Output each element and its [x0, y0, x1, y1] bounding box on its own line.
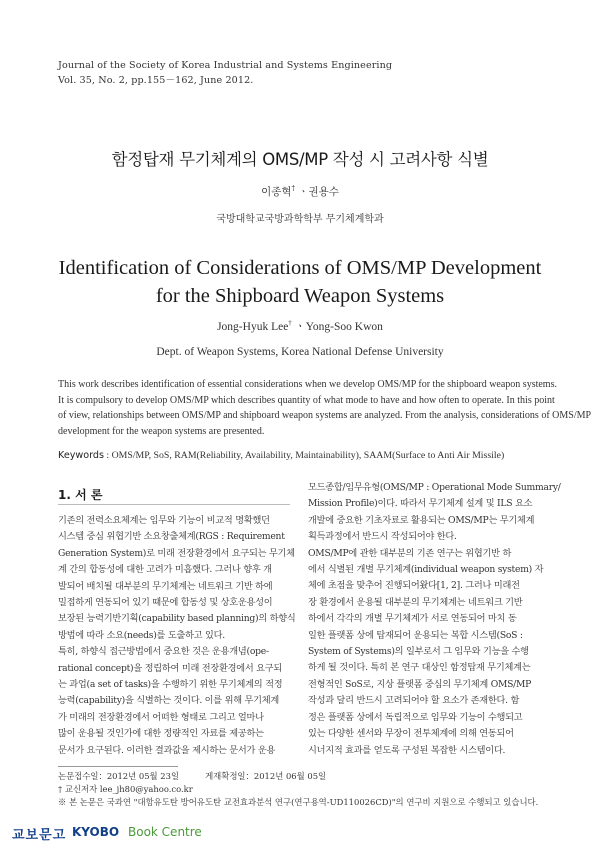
body-line: 모드종합/임무유형(OMS/MP : Operational Mode Summary/: [308, 482, 561, 493]
journal-citation: [58, 58, 392, 88]
author-separator: ㆍ: [295, 186, 309, 198]
body-line: 방법에 따라 소요(needs)를 도출하고 있다.: [58, 629, 225, 641]
body-line: 문서가 요구된다. 이러한 결과값을 제시하는 문서가 운용: [58, 744, 276, 756]
author-2-korean: 권용수: [308, 186, 339, 198]
body-line: 시스템 중심 위협기반 소요창출체계(RGS : Requirement: [58, 531, 285, 543]
publisher-name-suffix: Book Centre: [128, 825, 202, 839]
body-line: 보장된 능력기반기획(capability based planning)의 하향식: [58, 613, 296, 625]
body-line: 하에서 각각의 개별 무기체계가 서로 연동되어 마치 동: [308, 613, 517, 625]
abstract-line: It is compulsory to develop OMS/MP which describes quantity of what mode to have and how often to operate. In this point: [58, 394, 555, 406]
body-line: 많이 운용될 것인가에 대한 정량적인 자료를 제공하는: [58, 728, 264, 740]
footnote-dates: [58, 770, 538, 783]
affiliation-korean: 국방대학교국방과학학부 무기체계학과: [216, 214, 384, 225]
publisher-watermark: [0, 818, 600, 848]
body-line: 특히, 하향식 접근방법에서 중요한 것은 운용개념(ope-: [58, 646, 269, 658]
body-line: OMS/MP에 관한 대부분의 기존 연구는 위협기반 하: [308, 547, 512, 559]
body-line: Mission Profile)이다. 따라서 무기체계 설계 및 ILS 요소: [308, 498, 533, 510]
author-1-korean: 이종혁: [261, 186, 292, 198]
body-line: 체에 초점을 맞추어 진행되어왔다[1, 2]. 그러나 미래전: [308, 580, 520, 592]
publisher-name-english: KYOBO: [72, 825, 120, 839]
author-2-english: Yong-Soo Kwon: [305, 321, 383, 333]
title-korean: 함정탑재 무기체계의 OMS/MP 작성 시 고려사항 식별: [111, 150, 489, 169]
keywords: [58, 450, 504, 461]
corresponding-author-email: † 교신저자 lee_jh80@yahoo.co.kr: [58, 784, 193, 794]
title-english-line-2: for the Shipboard Weapon Systems: [155, 285, 445, 307]
body-line: Generation System)로 미래 전장환경에서 요구되는 무기체: [58, 547, 295, 559]
body-line: 계 간의 합동성에 대한 고려가 미흡했다. 그러나 향후 개: [58, 564, 272, 576]
keywords-label: Keywords: [58, 450, 104, 461]
journal-volume: Vol. 35, No. 2, pp.155－162, June 2012.: [58, 75, 254, 86]
affiliation-english: Dept. of Weapon Systems, Korea National Defense University: [156, 346, 444, 358]
corresponding-mark-english: †: [288, 319, 292, 328]
body-line: 정은 플랫폼 상에서 독립적으로 임무와 기능이 수행되고: [308, 711, 523, 723]
body-line: 하게 될 것이다. 특히 본 연구 대상인 함정탑재 무기체계는: [308, 662, 531, 674]
section-heading: 1. 서 론: [58, 488, 103, 502]
body-line: 시너지적 효과를 얻도록 구성된 복잡한 시스템이다.: [308, 744, 506, 756]
body-line: System of Systems)의 일부로서 그 임무와 기능을 수행: [308, 646, 529, 658]
publisher-name-korean: 교보문고: [12, 828, 67, 843]
body-line: 가 미래의 전장환경에서 어떠한 형태로 그리고 얼마나: [58, 711, 264, 723]
body-line: rational concept)을 정립하여 미래 전장환경에서 요구되: [58, 662, 283, 674]
body-line: 전형적인 SoS로, 지상 플랫폼 중심의 무기체계 OMS/MP: [308, 678, 532, 690]
corresponding-mark: †: [291, 184, 295, 193]
authors-english: [0, 318, 600, 334]
title-english-line-1: Identification of Considerations of OMS/MP Development: [58, 257, 542, 279]
body-line: 발되어 배치될 대부분의 무기체계는 네트워크 기반 하에: [58, 580, 273, 592]
body-right-column: [308, 480, 561, 759]
body-line: 일한 플랫폼 상에 탑재되어 운용되는 복합 시스템(SoS :: [308, 629, 523, 641]
abstract-line: development for the weapon systems are presented.: [58, 425, 265, 437]
journal-name: Journal of the Society of Korea Industrial and Systems Engineering: [58, 60, 393, 71]
abstract-line: of view, relationships between OMS/MP and shipboard weapon systems are analyzed. From the analysis, considerations of OMS/MP: [58, 410, 592, 422]
accepted-date: 게재확정일：2012년 06월 05일: [205, 771, 327, 781]
abstract-line: This work describes identification of essential considerations when we develop OMS/MP for the shipboard weapon systems.: [58, 379, 557, 390]
body-line: 밀접하게 연동되어 있기 때문에 합동성 및 상호운용성이: [58, 597, 273, 609]
author-1-english: Jong-Hyuk Lee: [217, 321, 289, 333]
body-line: 기존의 전력소요체계는 임무와 기능이 비교적 명확했던: [58, 515, 270, 526]
title-english: [0, 254, 600, 310]
body-line: 작성과 달리 반드시 고려되어야 할 요소가 존재한다. 함: [308, 695, 520, 707]
body-line: 장 환경에서 운용될 대부분의 무기체계는 네트워크 기반: [308, 596, 523, 608]
body-line: 는 과업(a set of tasks)을 수행하기 위한 무기체계의 적정: [58, 679, 283, 691]
footnote-divider: [58, 766, 178, 767]
funding-note: ※ 본 논문은 국과연 "대함유도탄 방어유도탄 교전효과분석 연구(연구용역-UD110026CD)"의 연구비 지원으로 수행되고 있습니다.: [58, 797, 539, 807]
footnotes: [58, 770, 538, 809]
abstract: [58, 377, 592, 439]
section-divider: [58, 504, 290, 505]
body-left-column: [58, 513, 296, 759]
author-separator-english: ㆍ: [291, 321, 306, 333]
body-line: 개발에 중요한 기초자료로 활용되는 OMS/MP는 무기체계: [308, 514, 535, 526]
received-date: 논문접수일：2012년 05월 23일: [58, 771, 180, 781]
authors-korean: [0, 184, 600, 199]
body-line: 에서 식별된 개별 무기체계(individual weapon system) 자: [308, 564, 544, 576]
body-line: 획득과정에서 반드시 작성되어야 한다.: [308, 531, 457, 543]
body-line: 있는 다양한 센서와 무장이 전투체계에 의해 연동되어: [308, 728, 514, 740]
keywords-text: : OMS/MP, SoS, RAM(Reliability, Availability, Maintainability), SAAM(Surface to Anti Air Missile): [103, 450, 505, 461]
body-line: 능력(capability)을 식별하는 것이다. 이를 위해 무기체계: [58, 695, 280, 707]
